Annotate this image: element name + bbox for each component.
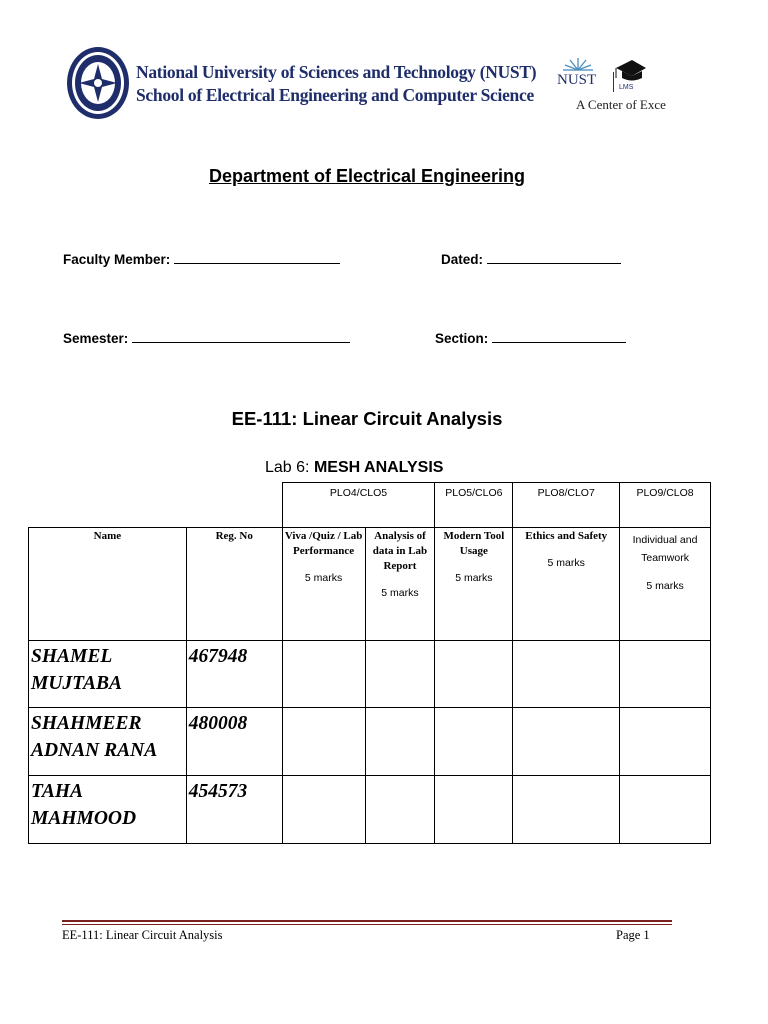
nust-logo-text: NUST bbox=[557, 72, 597, 88]
reg-no-cell: 467948 bbox=[186, 641, 282, 708]
faculty-member-field bbox=[63, 251, 340, 267]
semester-label: Semester: bbox=[63, 331, 129, 346]
empty-cell bbox=[29, 483, 187, 528]
reg-no-cell: 454573 bbox=[186, 776, 282, 844]
col-header-reg: Reg. No bbox=[186, 528, 282, 641]
lms-logo-text: LMS bbox=[619, 84, 634, 91]
score-cell[interactable] bbox=[620, 776, 711, 844]
col-header-tool-label: Modern Tool Usage bbox=[443, 530, 505, 557]
col-header-ethics-label: Ethics and Safety bbox=[525, 530, 608, 542]
group-header-plo9: PLO9/CLO8 bbox=[620, 483, 711, 528]
dated-field bbox=[441, 251, 621, 267]
course-title: EE-111: Linear Circuit Analysis bbox=[231, 408, 503, 429]
assessment-table bbox=[28, 482, 711, 844]
lab-name: MESH ANALYSIS bbox=[313, 459, 444, 476]
student-name-line1: SHAHMEER bbox=[31, 713, 142, 734]
col-header-team bbox=[620, 528, 711, 641]
score-cell[interactable] bbox=[365, 641, 435, 708]
col-header-ethics bbox=[513, 528, 620, 641]
graduation-cap-icon bbox=[612, 56, 648, 92]
school-name: School of Electrical Engineering and Computer Science bbox=[136, 85, 534, 105]
score-cell[interactable] bbox=[365, 708, 435, 776]
footer-page-number: Page 1 bbox=[616, 928, 650, 942]
col-header-team-label: Individual and Teamwork bbox=[632, 534, 698, 564]
group-header-plo8: PLO8/CLO7 bbox=[513, 483, 620, 528]
section-label: Section: bbox=[435, 331, 489, 346]
group-header-plo5: PLO5/CLO6 bbox=[435, 483, 513, 528]
dated-blank[interactable] bbox=[487, 251, 621, 264]
tagline: A Center of Exce bbox=[576, 97, 666, 112]
col-header-name: Name bbox=[29, 528, 187, 641]
group-header-plo4: PLO4/CLO5 bbox=[282, 483, 435, 528]
col-header-viva bbox=[282, 528, 365, 641]
reg-no-cell: 480008 bbox=[186, 708, 282, 776]
marks-label: 5 marks bbox=[547, 557, 585, 569]
score-cell[interactable] bbox=[435, 641, 513, 708]
semester-field bbox=[63, 330, 350, 346]
score-cell[interactable] bbox=[282, 776, 365, 844]
student-name-line2: MAHMOOD bbox=[31, 808, 137, 829]
score-cell[interactable] bbox=[435, 776, 513, 844]
score-cell[interactable] bbox=[282, 641, 365, 708]
faculty-member-label: Faculty Member: bbox=[63, 252, 171, 267]
marks-label: 5 marks bbox=[381, 587, 419, 599]
student-name-line1: SHAMEL bbox=[31, 646, 113, 667]
footer-course-title: EE-111: Linear Circuit Analysis bbox=[62, 928, 223, 942]
empty-cell bbox=[186, 483, 282, 528]
group-header-row bbox=[29, 483, 711, 528]
section-blank[interactable] bbox=[492, 330, 626, 343]
score-cell[interactable] bbox=[620, 708, 711, 776]
department-title: Department of Electrical Engineering bbox=[208, 166, 526, 186]
table-row bbox=[29, 776, 711, 844]
student-name-line2: MUJTABA bbox=[31, 673, 123, 694]
score-cell[interactable] bbox=[282, 708, 365, 776]
col-header-viva-label: Viva /Quiz / Lab Performance bbox=[284, 530, 363, 557]
semester-blank[interactable] bbox=[132, 330, 350, 343]
student-name-cell bbox=[29, 776, 187, 844]
table-row bbox=[29, 641, 711, 708]
dated-label: Dated: bbox=[441, 252, 484, 267]
student-name-cell bbox=[29, 641, 187, 708]
score-cell[interactable] bbox=[435, 708, 513, 776]
faculty-member-blank[interactable] bbox=[174, 251, 340, 264]
score-cell[interactable] bbox=[620, 641, 711, 708]
footer-rule-thin bbox=[62, 924, 672, 925]
score-cell[interactable] bbox=[513, 776, 620, 844]
score-cell[interactable] bbox=[513, 708, 620, 776]
col-header-analysis-label: Analysis of data in Lab Report bbox=[372, 530, 428, 572]
nust-seal-logo bbox=[66, 46, 130, 120]
marks-label: 5 marks bbox=[304, 572, 343, 584]
section-field bbox=[435, 330, 626, 346]
col-header-analysis bbox=[365, 528, 435, 641]
student-name-line1: TAHA bbox=[31, 781, 84, 802]
student-name-line2: ADNAN RANA bbox=[31, 740, 158, 761]
footer-rule bbox=[62, 920, 672, 922]
column-header-row bbox=[29, 528, 711, 641]
student-name-cell bbox=[29, 708, 187, 776]
table-row bbox=[29, 708, 711, 776]
lab-number: Lab 6: bbox=[265, 459, 310, 476]
marks-label: 5 marks bbox=[455, 572, 493, 584]
marks-label: 5 marks bbox=[646, 580, 684, 592]
score-cell[interactable] bbox=[513, 641, 620, 708]
lab-title bbox=[265, 459, 443, 477]
institution-name: National University of Sciences and Technology (NUST) bbox=[136, 62, 537, 82]
score-cell[interactable] bbox=[365, 776, 435, 844]
col-header-tool bbox=[435, 528, 513, 641]
